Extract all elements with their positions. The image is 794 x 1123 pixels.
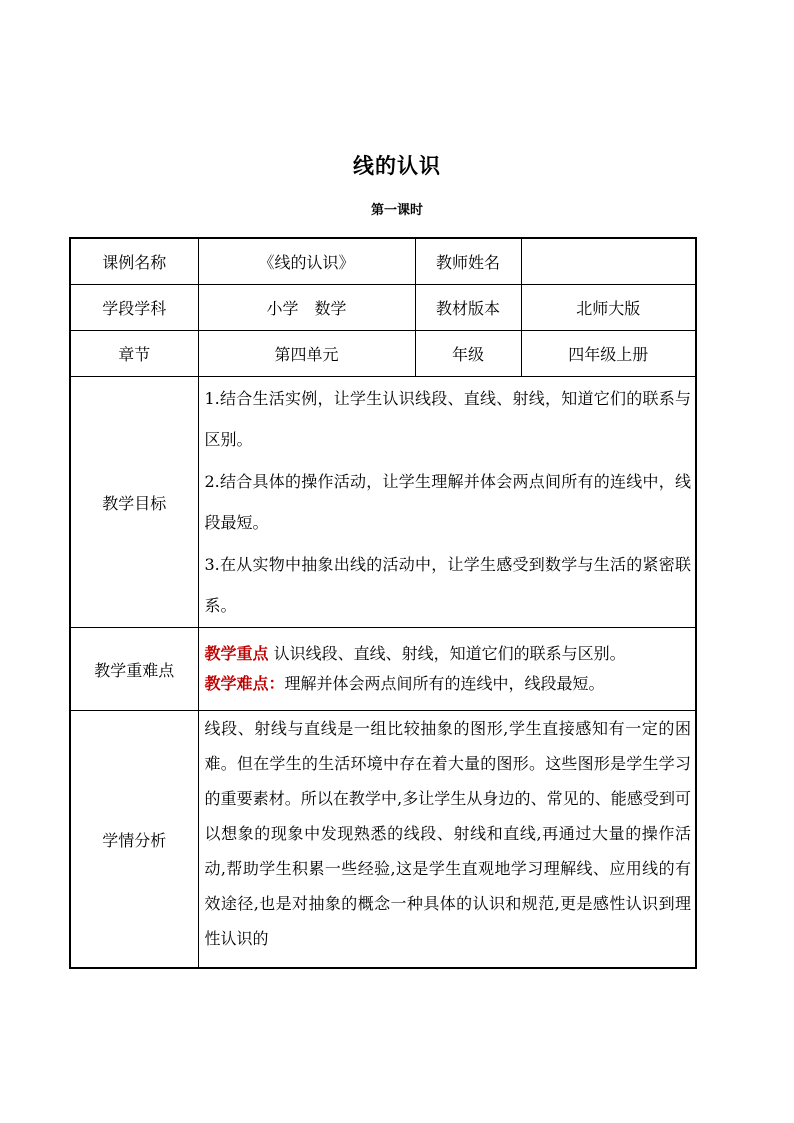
grade-label: 年级	[415, 331, 521, 377]
goal-item: 1.结合生活实例，让学生认识线段、直线、射线，知道它们的联系与区别。	[204, 388, 691, 449]
keypoints-content	[198, 628, 696, 711]
table-row-keypoints	[70, 628, 696, 711]
key-point-line	[199, 639, 696, 670]
keypoints-label: 教学重难点	[70, 628, 198, 711]
difficult-point-line	[199, 669, 696, 700]
teacher-name-value	[521, 238, 696, 285]
analysis-text: 线段、射线与直线是一组比较抽象的图形,学生直接感知有一定的困难。但在学生的生活环境中存在着大量的图形。这些图形是学生学习的重要素材。所以在教学中,多让学生从身边的、常见的、能感受到可以想象的现象中发现熟悉的线段、射线和直线,再通过大量的操作活动,帮助学生积累一些经验,这是学生直观地学习理解线、应用线的有效途径,也是对抽象的概念一种具体的认识和规范,更是感性认识到理性认识的	[204, 719, 691, 948]
lesson-name-label: 课例名称	[70, 238, 198, 285]
grade-value: 四年级上册	[521, 331, 696, 377]
page-subtitle: 第一课时	[370, 203, 423, 218]
goals-label: 教学目标	[70, 377, 198, 628]
key-point-text: 认识线段、直线、射线，知道它们的联系与区别。	[273, 643, 626, 663]
table-row-subject	[70, 285, 696, 331]
page-title: 线的认识	[353, 154, 441, 178]
key-point-label: 教学重点	[204, 643, 269, 663]
chapter-label: 章节	[70, 331, 198, 377]
textbook-label: 教材版本	[415, 285, 521, 331]
goal-item: 3.在从实物中抽象出线的活动中，让学生感受到数学与生活的紧密联系。	[204, 554, 691, 615]
difficult-point-text: 理解并体会两点间所有的连线中，线段最短。	[284, 674, 605, 693]
subject-value: 小学 数学	[198, 285, 415, 331]
goals-content	[198, 377, 696, 628]
lesson-plan-table	[69, 237, 697, 969]
goal-item: 2.结合具体的操作活动，让学生理解并体会两点间所有的连线中，线段最短。	[204, 471, 691, 532]
table-row-goals	[70, 377, 696, 628]
table-row-analysis	[70, 711, 696, 969]
lesson-name-value: 《线的认识》	[198, 238, 415, 285]
subject-label: 学段学科	[70, 285, 198, 331]
teacher-name-label: 教师姓名	[415, 238, 521, 285]
analysis-content	[198, 711, 696, 969]
table-row-lesson-name	[70, 238, 696, 285]
textbook-value: 北师大版	[521, 285, 696, 331]
chapter-value: 第四单元	[198, 331, 415, 377]
difficult-point-label: 教学难点：	[204, 674, 285, 693]
table-row-chapter	[70, 331, 696, 377]
analysis-label: 学情分析	[70, 711, 198, 969]
